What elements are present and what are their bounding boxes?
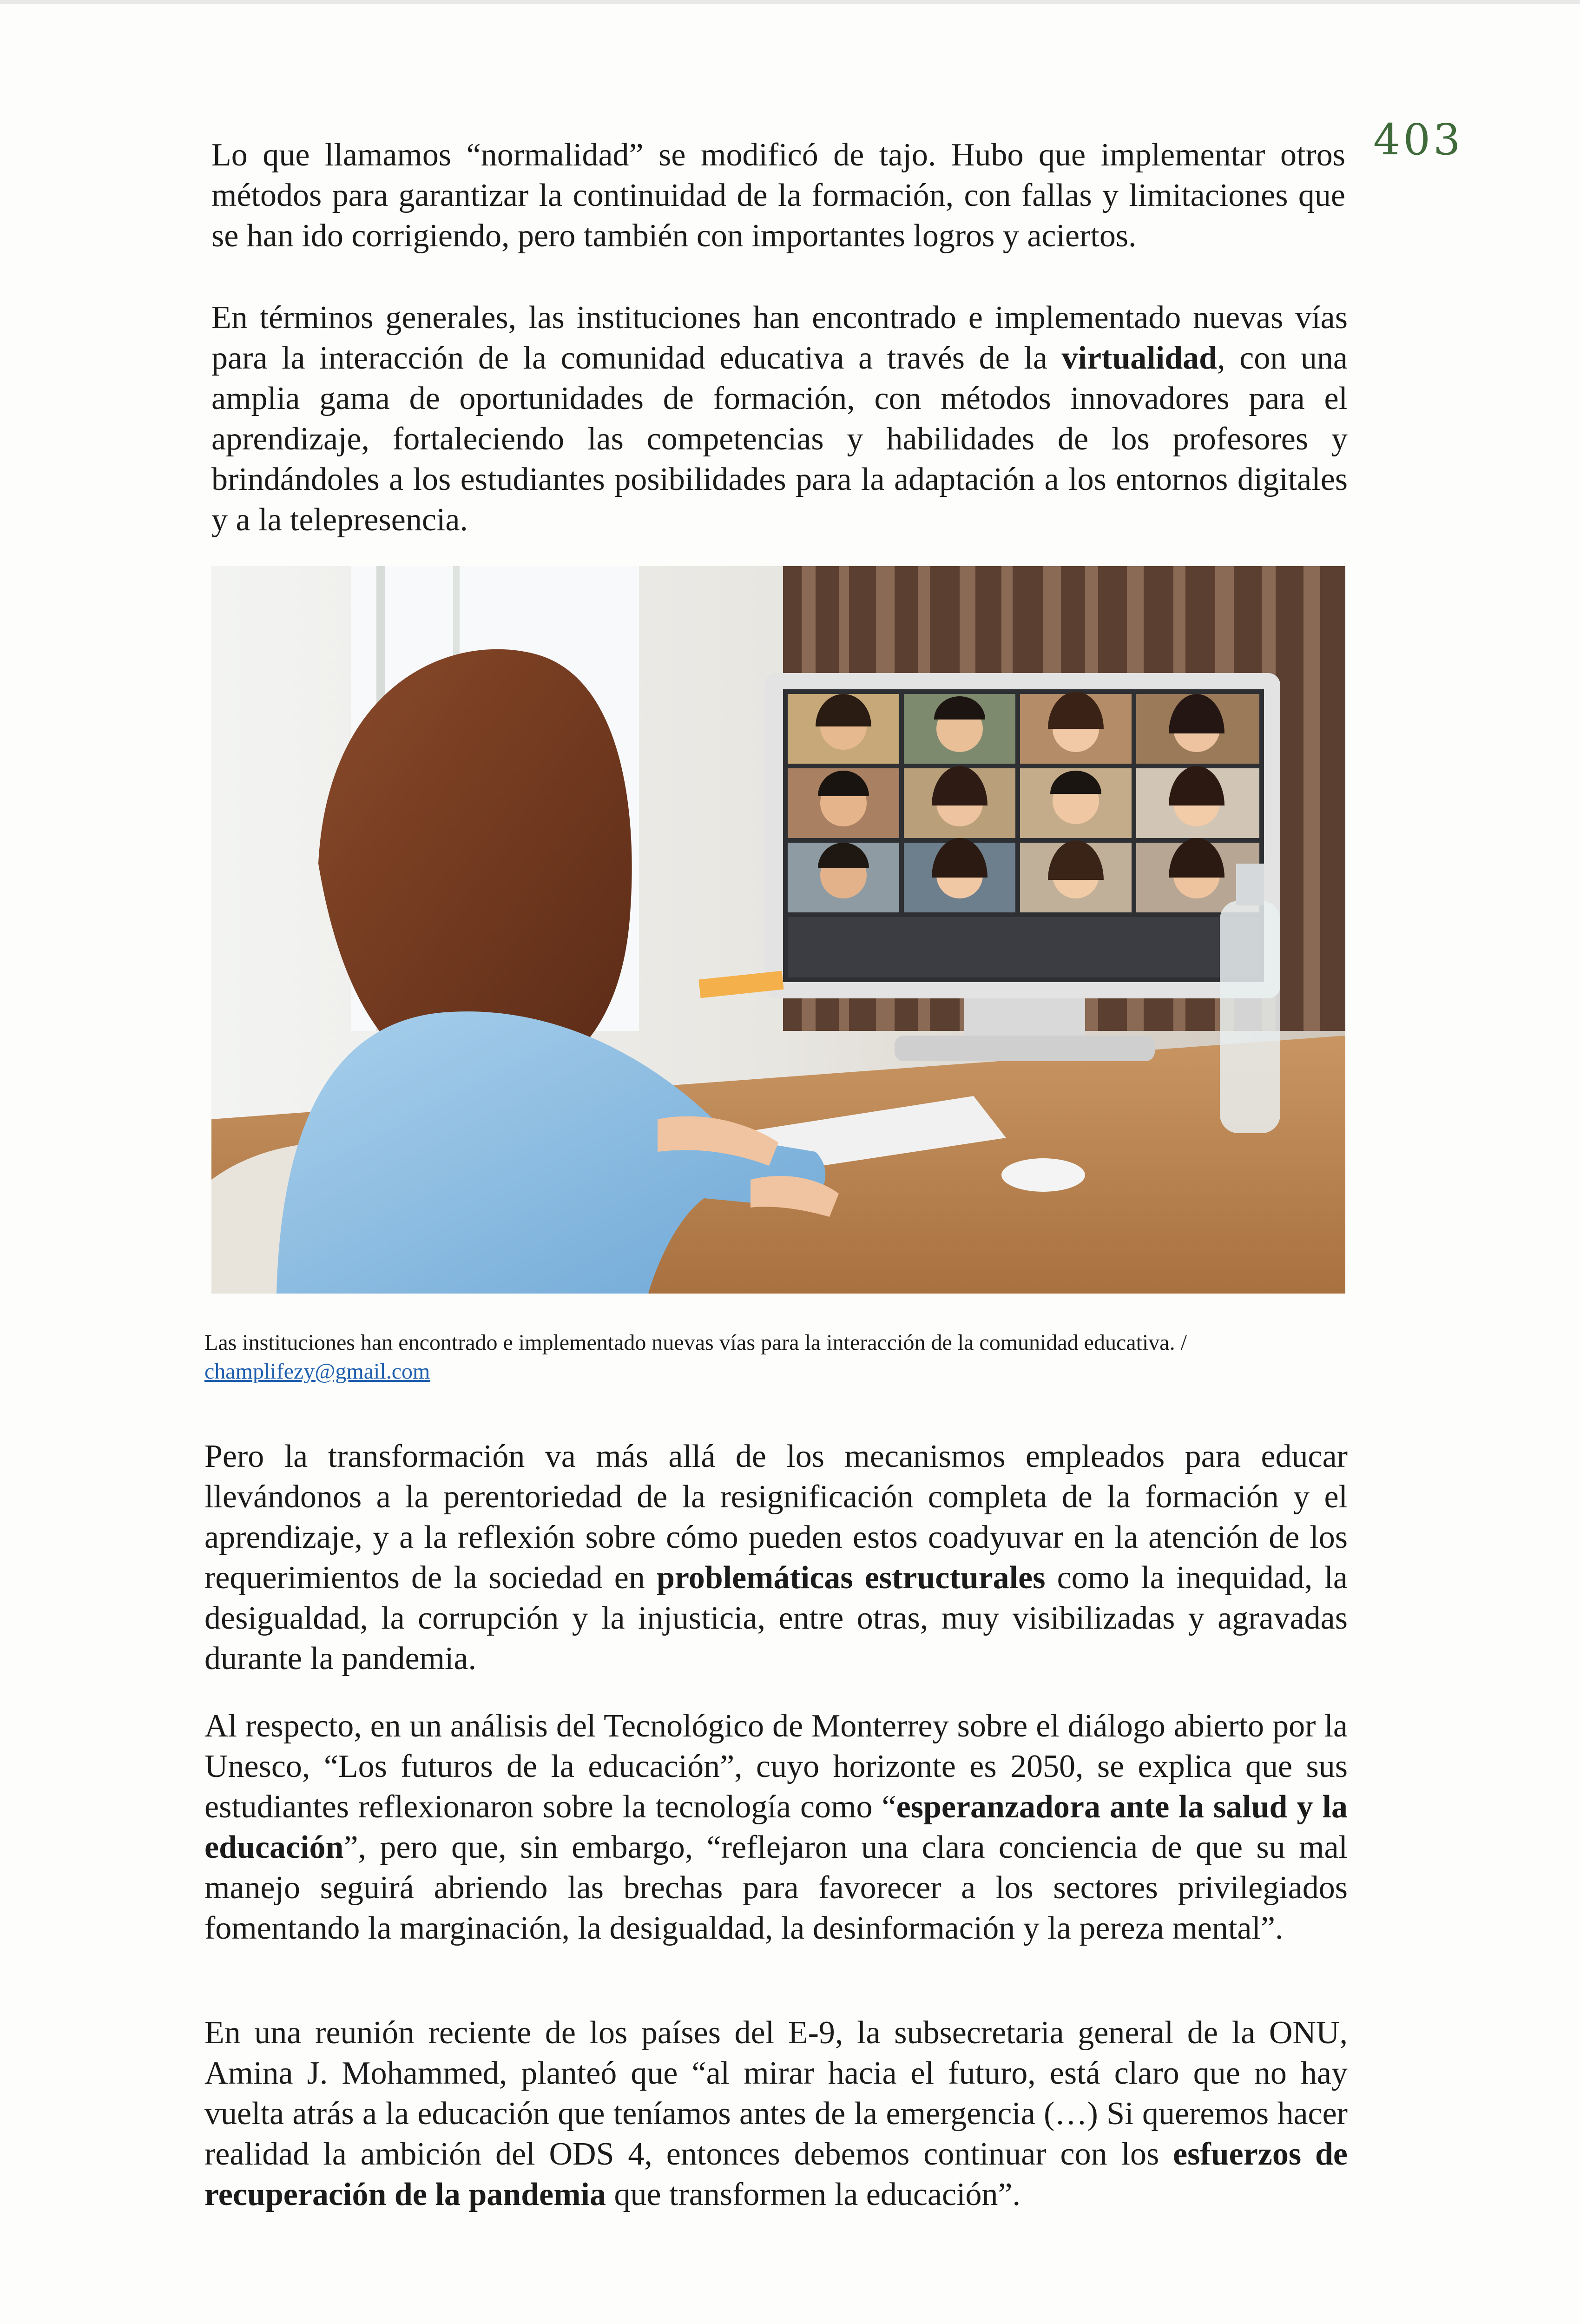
paragraph-2 [211,297,1348,540]
paragraph-1: Lo que llamamos “normalidad” se modificó de tajo. Hubo que implementar otros métodos para garantizar la continuidad de la formación, con fallas y limitaciones que se han ido corrigiendo, pero también con importantes logros y aciertos. [211,137,1345,254]
video-call-grid [788,692,1259,977]
paragraph-3-text-c: como la inequidad, la desigualdad, la corrupción y la injusticia, entre otras, muy visibilizadas y agravadas durante la pandemia. [204,1560,1348,1677]
paragraph-5-text-c: que transformen la educación”. [606,2177,1021,2212]
paragraph-3 [204,1436,1348,1679]
page-number: 403 [1373,115,1463,165]
scan-edge [0,0,1580,4]
caption-text: Las instituciones han encontrado e implementado nuevas vías para la interacción de la comunidad educativa. / [204,1330,1187,1355]
paragraph-4 [204,1706,1348,1948]
paragraph-2-text-c: , con una amplia gama de oportunidades de formación, con métodos innovadores para el aprendizaje, fortaleciendo las competencias y habilidades de los profesores y brindándoles a los estudiantes posibilidades para la adaptación a los entornos digitales y a la telepresencia. [211,340,1348,538]
photo-illustration [211,566,1345,1294]
paragraph-4-text-a: Al respecto, en un análisis del Tecnológico de Monterrey sobre el diálogo abierto por la Unesco, “Los futuros de la educación”, cuyo horizonte es 2050, se explica que sus estudiantes reflexionaron sobre la tecnología como “ [204,1708,1348,1825]
paragraph-2-bold: virtualidad [1061,340,1218,376]
paragraph-2-text-a: En términos generales, las instituciones han encontrado e implementado nuevas vías para la interacción de la comunidad educativa a través de la [211,300,1348,376]
paragraph-4-text-c: ”, pero que, sin embargo, “reflejaron una clara conciencia de que su mal manejo seguirá abriendo las brechas para favorecer a los sectores privilegiados fomentando la marginación, la desigualdad, la desinformación y la pereza mental”. [204,1829,1348,1946]
paragraph-5-text-a: En una reunión reciente de los países del E-9, la subsecretaria general de la ONU, Amina J. Mohammed, planteó que “al mirar hacia el futuro, está claro que no hay vuelta atrás a la educación que teníamos antes de la emergencia (…) Si queremos hacer realidad la ambición del ODS 4, entonces debemos continuar con los [204,2015,1348,2172]
paragraph-3-bold: problemáticas estructurales [657,1560,1046,1596]
paragraph-5 [204,2013,1348,2215]
figure-caption [204,1328,1329,1386]
photo-credit-link[interactable]: champlifezy@gmail.com [204,1359,430,1384]
figure-photo [211,566,1345,1294]
paragraph-5-bold: esfuerzos de recuperación de la pandemia [204,2136,1348,2212]
paragraph-3-text-a: Pero la transformación va más allá de los mecanismos empleados para educar llevándonos a la perentoriedad de la resignificación completa de la formación y el aprendizaje, y a la reflexión sobre cómo pueden estos coadyuvar en la atención de los requerimientos de la sociedad en [204,1439,1348,1596]
paragraph-4-bold: esperanzadora ante la salud y la educación [204,1789,1348,1865]
